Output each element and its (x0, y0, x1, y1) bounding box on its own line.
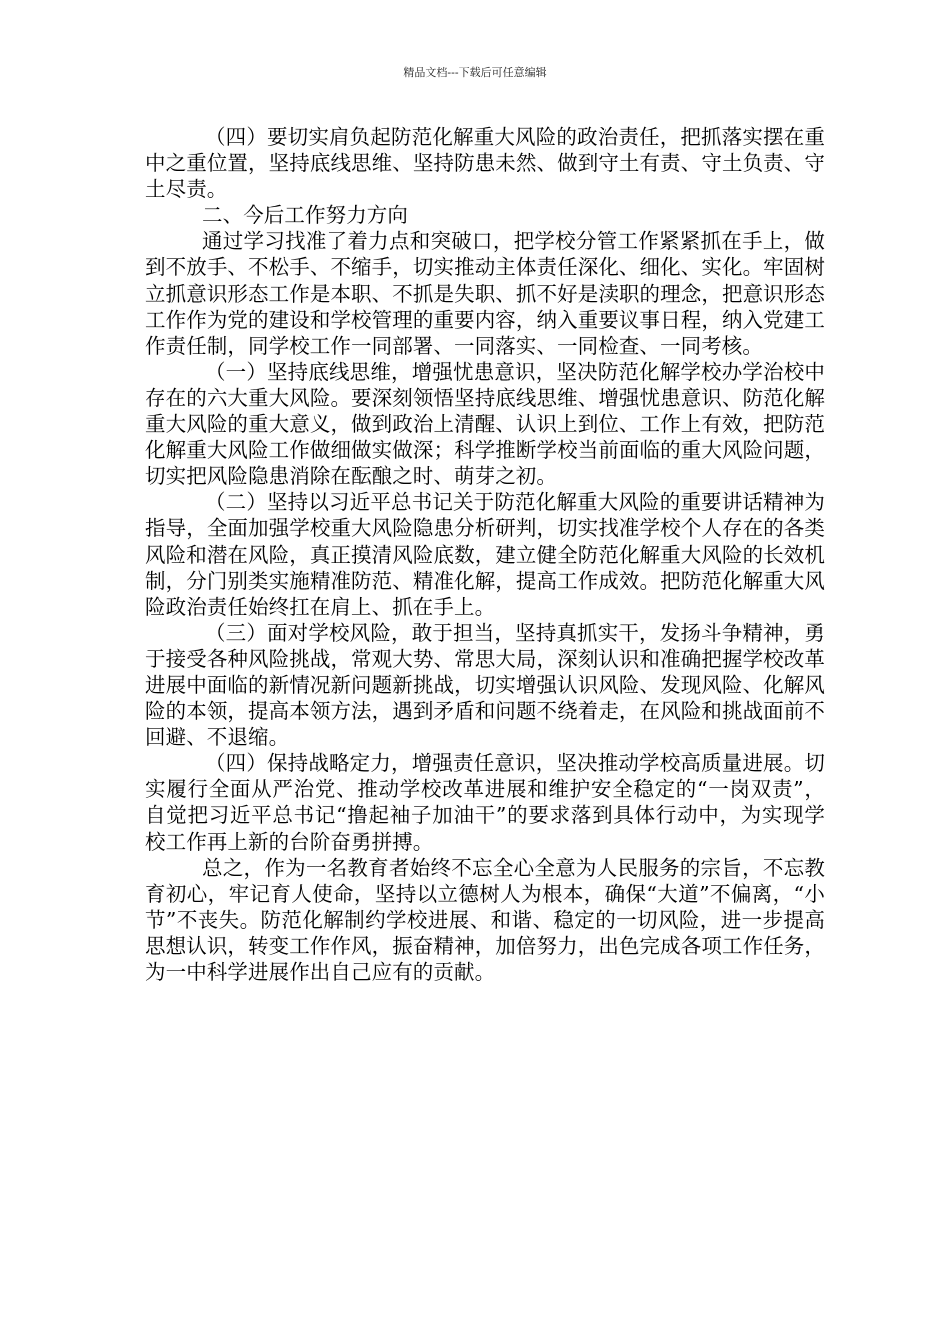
paragraph-4-responsibility: （四）要切实肩负起防范化解重大风险的政治责任，把抓落实摆在重中之重位置，坚持底线思维、坚持防患未然、做到守土有责、守土负责、守土尽责。 (145, 125, 825, 202)
paragraph-intro-work: 通过学习找准了着力点和突破口，把学校分管工作紧紧抓在手上，做到不放手、不松手、不缩手，切实推动主体责任深化、细化、实化。牢固树立抓意识形态工作是本职、不抓是失职、抓不好是渎职的理念，把意识形态工作作为党的建设和学校管理的重要内容，纳入重要议事日程，纳入党建工作责任制，同学校工作一同部署、一同落实、一同检查、一同考核。 (145, 229, 825, 358)
paragraph-item-1: （一）坚持底线思维，增强忧患意识，坚决防范化解学校办学治校中存在的六大重大风险。要深刻领悟坚持底线思维、增强忧患意识、防范化解重大风险的重大意义，做到政治上清醒、认识上到位、工作上有效，把防范化解重大风险工作做细做实做深；科学推断学校当前面临的重大风险问题，切实把风险隐患消除在酝酿之时、萌芽之初。 (145, 359, 825, 489)
paragraph-item-2: （二）坚持以习近平总书记关于防范化解重大风险的重要讲话精神为指导，全面加强学校重大风险隐患分析研判，切实找准学校个人存在的各类风险和潜在风险，真正摸清风险底数，建立健全防范化解重大风险的长效机制，分门别类实施精准防范、精准化解，提高工作成效。把防范化解重大风险政治责任始终扛在肩上、抓在手上。 (145, 490, 825, 619)
paragraph-item-3: （三）面对学校风险，敢于担当，坚持真抓实干，发扬斗争精神，勇于接受各种风险挑战，常观大势、常思大局，深刻认识和准确把握学校改革进展中面临的新情况新问题新挑战，切实增强认识风险、发现风险、化解风险的本领，提高本领方法，遇到矛盾和问题不绕着走，在风险和挑战面前不回避、不退缩。 (145, 620, 825, 750)
document-body (145, 124, 825, 985)
page-header: 精品文档---下载后可任意编辑 (403, 66, 547, 79)
paragraph-item-4: （四）保持战略定力，增强责任意识，坚决推动学校高质量进展。切实履行全面从严治党、推动学校改革进展和维护安全稳定的“一岗双责”，自觉把习近平总书记“撸起袖子加油干”的要求落到具体行动中，为实现学校工作再上新的台阶奋勇拼搏。 (145, 751, 825, 854)
paragraph-conclusion: 总之，作为一名教育者始终不忘全心全意为人民服务的宗旨，不忘教育初心，牢记育人使命，坚持以立德树人为根本，确保“大道”不偏离，“小节”不丧失。防范化解制约学校进展、和谐、稳定的一切风险，进一步提高思想认识，转变工作作风，振奋精神，加倍努力，出色完成各项工作任务，为一中科学进展作出自己应有的贡献。 (145, 855, 825, 984)
section-heading-2: 二、今后工作努力方向 (202, 203, 408, 228)
